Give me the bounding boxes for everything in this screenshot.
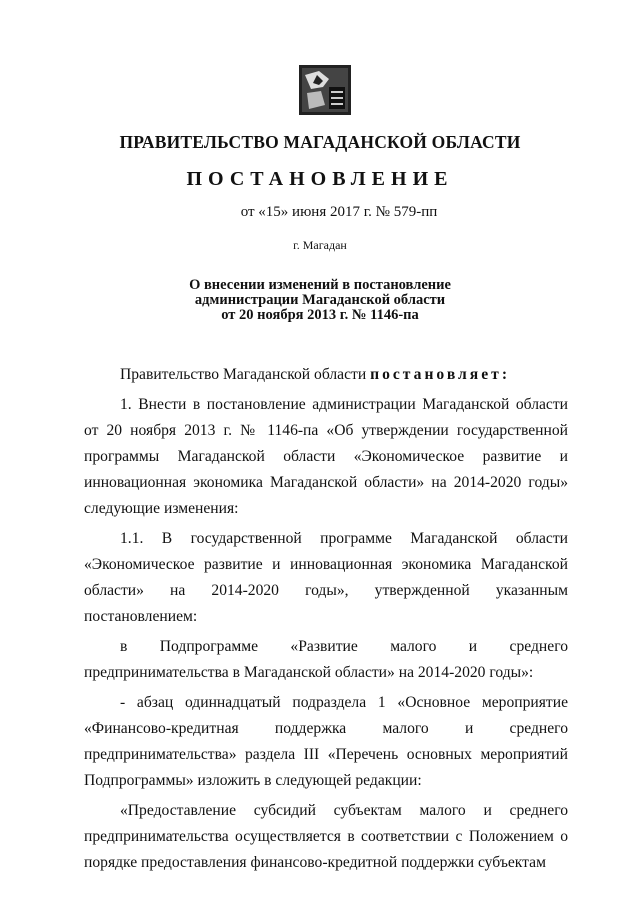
decree-body (84, 362, 568, 876)
decree-subject (0, 278, 640, 323)
decree-date-number: от «15» июня 2017 г. № 579-пп (240, 204, 438, 220)
document-type-title: ПОСТАНОВЛЕНИЕ (186, 168, 454, 190)
paragraph-1: 1. Внести в постановление администрации Магаданской области от 20 ноября 2013 г. № 1146-па «Об утверждении государственной программы Магаданской области «Экономическое развитие и инновационная экономика Магаданской области» на 2014-2020 годы» следующие изменения: (84, 396, 568, 517)
resolves-paragraph (84, 362, 568, 388)
magadan-coat-of-arms-icon (299, 65, 351, 115)
subject-line-2: администрации Магаданской области (194, 292, 446, 308)
paragraph-1-1: 1.1. В государственной программе Магаданской области «Экономическое развитие и инновационная экономика Магаданской области» на 2014-2020 годы», утвержденной указанным постановлением: (84, 530, 568, 625)
paragraph-eleventh-clause: - абзац одиннадцатый подраздела 1 «Основное мероприятие «Финансово-кредитная поддержка малого и среднего предпринимательства» раздела III «Перечень основных мероприятий Подпрограммы» изложить в следующей редакции: (84, 694, 568, 789)
resolves-prefix: Правительство Магаданской области (120, 366, 371, 383)
subject-line-1: О внесении изменений в постановление (189, 277, 451, 293)
subject-line-3: от 20 ноября 2013 г. № 1146-па (221, 307, 419, 323)
resolves-word: постановляет: (370, 366, 511, 383)
paragraph-subsidies: «Предоставление субсидий субъектам малого и среднего предпринимательства осуществляется в соответствии с Положением о порядке предоставления финансово-кредитной поддержки субъектам (84, 802, 568, 871)
government-name: ПРАВИТЕЛЬСТВО МАГАДАНСКОЙ ОБЛАСТИ (119, 132, 521, 152)
city-name: г. Магадан (293, 238, 347, 252)
paragraph-subprogram: в Подпрограмме «Развитие малого и среднего предпринимательства в Магаданской области» на 2014-2020 годы»: (84, 638, 568, 681)
